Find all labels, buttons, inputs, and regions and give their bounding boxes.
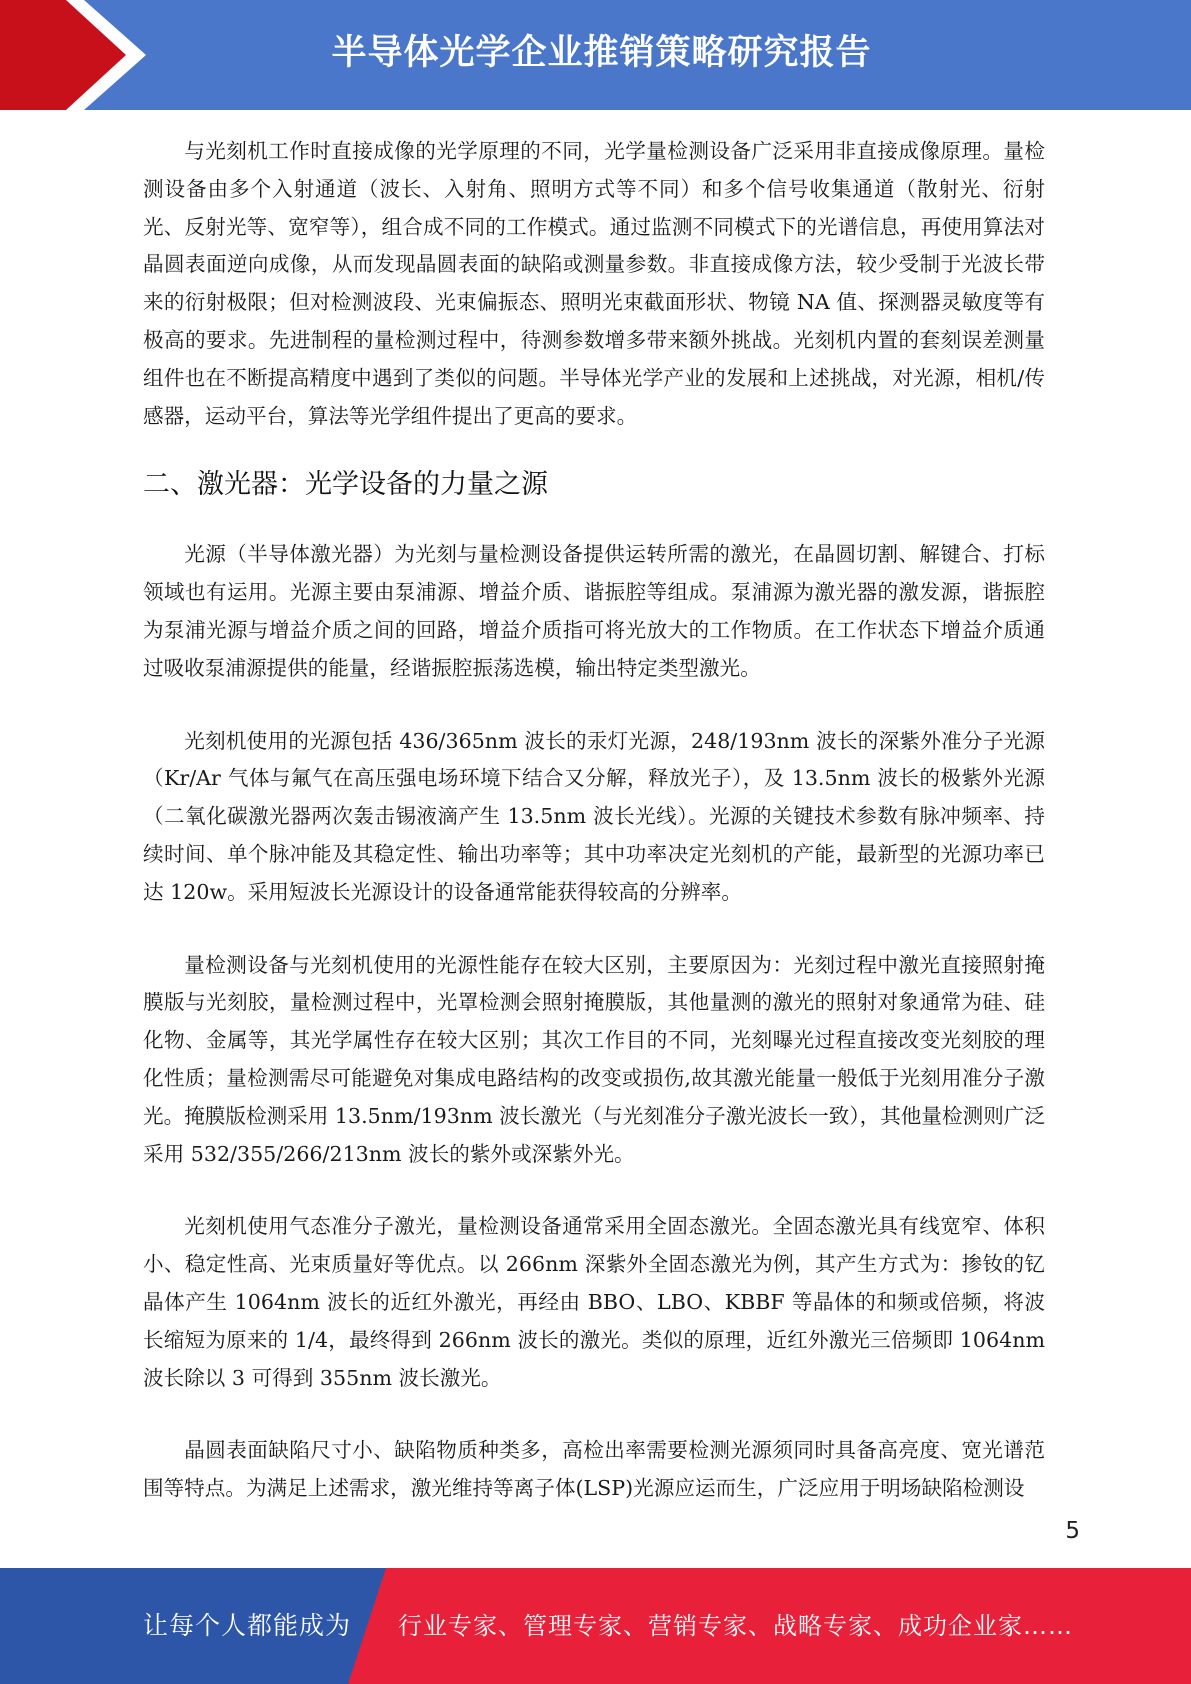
footer-slogan-right: 行业专家、管理专家、营销专家、战略专家、成功企业家……: [398, 1612, 1073, 1640]
paragraph-light-source: 光源（半导体激光器）为光刻与量检测设备提供运转所需的激光，在晶圆切割、解键合、打标领域也有运用。光源主要由泵浦源、增益介质、谐振腔等组成。泵浦源为激光器的激发源，谐振腔为泵浦光源与增益介质之间的回路，增益介质指可将光放大的工作物质。在工作状态下增益介质通过吸收泵浦源提供的能量，经谐振腔振荡选模，输出特定类型激光。: [143, 542, 1045, 680]
page-header: [0, 0, 1191, 110]
main-content: [143, 133, 1045, 1543]
paragraph-solid-state-laser: 光刻机使用气态准分子激光，量检测设备通常采用全固态激光。全固态激光具有线宽窄、体积小、稳定性高、光束质量好等优点。以 266nm 深紫外全固态激光为例，其产生方式为：掺钕的钇晶体产生 1064nm 波长的近红外激光，再经由 BBO、LBO、KBBF 等晶体的和频或倍频，将波长缩短为原来的 1/4，最终得到 266nm 波长的激光。类似的原理，近红外激光三倍频即 1064nm 波长除以 3 可得到 355nm 波长激光。: [143, 1214, 1045, 1390]
section-title-laser: 二、激光器：光学设备的力量之源: [143, 469, 548, 501]
page-number: 5: [1065, 1518, 1080, 1544]
paragraph-lsp-source: 晶圆表面缺陷尺寸小、缺陷物质种类多，高检出率需要检测光源须同时具备高亮度、宽光谱范围等特点。为满足上述需求，激光维持等离子体(LSP)光源应运而生，广泛应用于明场缺陷检测设: [143, 1438, 1045, 1501]
paragraph-optical-principle: 与光刻机工作时直接成像的光学原理的不同，光学量检测设备广泛采用非直接成像原理。量检测设备由多个入射通道（波长、入射角、照明方式等不同）和多个信号收集通道（散射光、衍射光、反射光等、宽窄等），组合成不同的工作模式。通过监测不同模式下的光谱信息，再使用算法对晶圆表面逆向成像，从而发现晶圆表面的缺陷或测量参数。非直接成像方法，较少受制于光波长带来的衍射极限；但对检测波段、光束偏振态、照明光束截面形状、物镜 NA 值、探测器灵敏度等有极高的要求。先进制程的量检测过程中，待测参数增多带来额外挑战。光刻机内置的套刻误差测量组件也在不断提高精度中遇到了类似的问题。半导体光学产业的发展和上述挑战，对光源，相机/传感器，运动平台，算法等光学组件提出了更高的要求。: [143, 139, 1045, 428]
footer-slogan-left: 让每个人都能成为: [143, 1611, 352, 1640]
paragraph-lithography-sources: 光刻机使用的光源包括 436/365nm 波长的汞灯光源，248/193nm 波长的深紫外准分子光源（Kr/Ar 气体与氟气在高压强电场环境下结合又分解，释放光子），及 13.5nm 波长的极紫外光源（二氧化碳激光器两次轰击锡液滴产生 13.5nm 波长光线）。光源的关键技术参数有脉冲频率、持续时间、单个脉冲能及其稳定性、输出功率等；其中功率决定光刻机的产能，最新型的光源功率已达 120w。采用短波长光源设计的设备通常能获得较高的分辨率。: [143, 728, 1045, 904]
page-footer: [0, 1568, 1191, 1684]
paragraph-inspection-vs-lithography: 量检测设备与光刻机使用的光源性能存在较大区别，主要原因为：光刻过程中激光直接照射掩膜版与光刻胶，量检测过程中，光罩检测会照射掩膜版，其他量测的激光的照射对象通常为硅、硅化物、金属等，其光学属性存在较大区别；其次工作目的不同，光刻曝光过程直接改变光刻胶的理化性质；量检测需尽可能避免对集成电路结构的改变或损伤,故其激光能量一般低于光刻用准分子激光。掩膜版检测采用 13.5nm/193nm 波长激光（与光刻准分子激光波长一致），其他量检测则广泛采用 532/355/266/213nm 波长的紫外或深紫外光。: [143, 952, 1045, 1166]
report-title: 半导体光学企业推销策略研究报告: [331, 33, 872, 73]
